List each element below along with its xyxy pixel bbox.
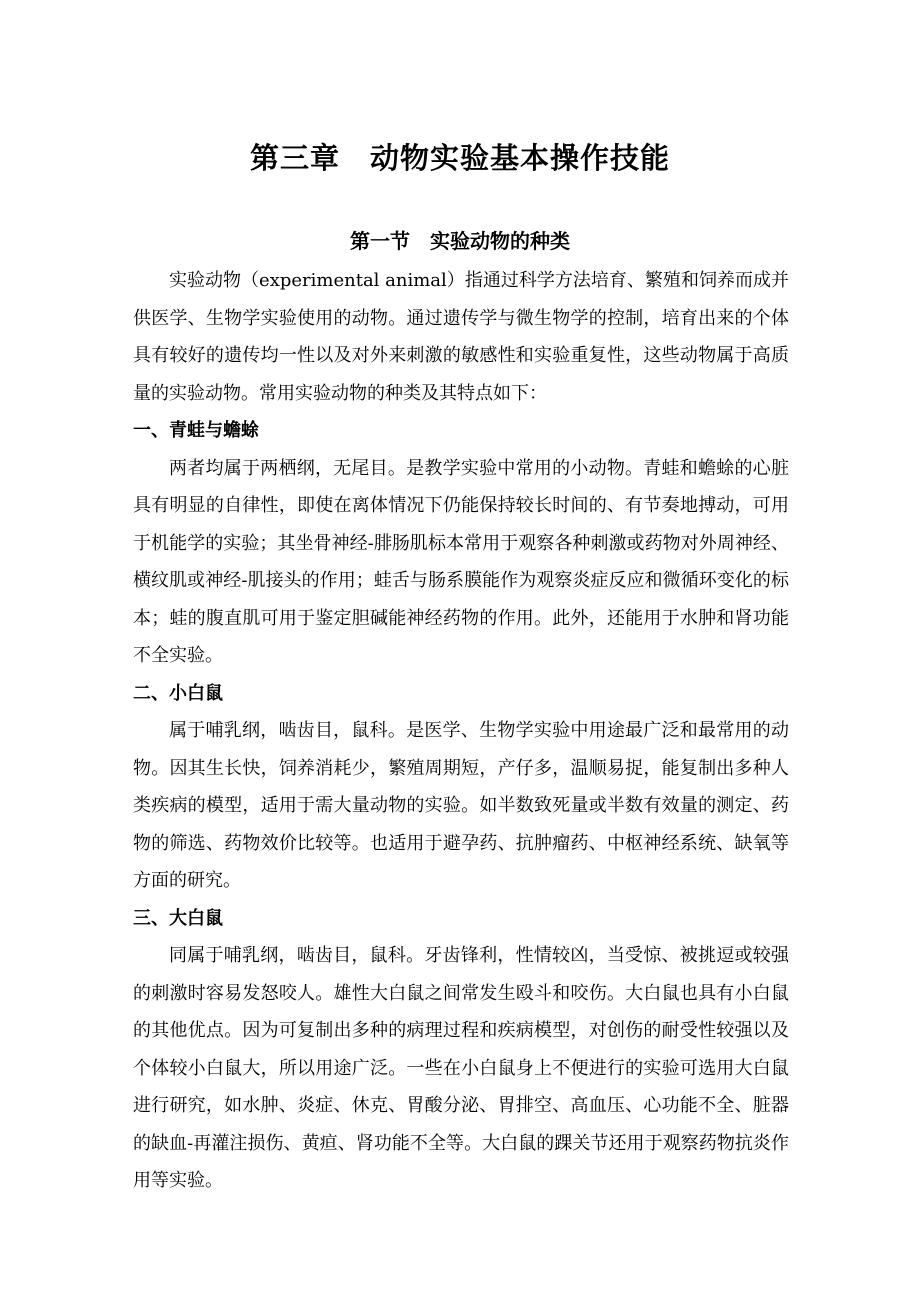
intro-paragraph: 实验动物（experimental animal）指通过科学方法培育、繁殖和饲养而成并供医学、生物学实验使用的动物。通过遗传学与微生物学的控制，培育出来的个体具有较好的遗传均一性以及对外来刺激的敏感性和实验重复性，这些动物属于高质量的实验动物。常用实验动物的种类及其特点如下： [133, 270, 789, 404]
subsection-heading-rats: 三、大白鼠 [133, 907, 223, 929]
subsection-paragraph-rats: 同属于哺乳纲，啮齿目，鼠科。牙齿锋利，性情较凶，当受惊、被挑逗或较强的刺激时容易发怒咬人。雄性大白鼠之间常发生殴斗和咬伤。大白鼠也具有小白鼠的其他优点。因为可复制出多种的病理过程和疾病模型，对创伤的耐受性较强以及个体较小白鼠大，所以用途广泛。一些在小白鼠身上不便进行的实验可选用大白鼠进行研究，如水肿、炎症、休克、胃酸分泌、胃排空、高血压、心功能不全、脏器的缺血-再灌注损伤、黄疸、肾功能不全等。大白鼠的踝关节还用于观察药物抗炎作用等实验。 [133, 945, 789, 1191]
section-title: 第一节 实验动物的种类 [350, 229, 570, 253]
subsection-paragraph-mice: 属于哺乳纲，啮齿目，鼠科。是医学、生物学实验中用途最广泛和最常用的动物。因其生长快，饲养消耗少，繁殖周期短，产仔多，温顺易捉，能复制出多种人类疾病的模型，适用于需大量动物的实验。如半数致死量或半数有效量的测定、药物的筛选、药物效价比较等。也适用于避孕药、抗肿瘤药、中枢神经系统、缺氧等方面的研究。 [133, 720, 789, 891]
chapter-title: 第三章 动物实验基本操作技能 [249, 141, 670, 175]
subsection-heading-mice: 二、小白鼠 [133, 682, 223, 704]
subsection-paragraph-frogs: 两者均属于两栖纲，无尾目。是教学实验中常用的小动物。青蛙和蟾蜍的心脏具有明显的自律性，即使在离体情况下仍能保持较长时间的、有节奏地搏动，可用于机能学的实验；其坐骨神经-腓肠肌标本常用于观察各种刺激或药物对外周神经、横纹肌或神经-肌接头的作用；蛙舌与肠系膜能作为观察炎症反应和微循环变化的标本；蛙的腹直肌可用于鉴定胆碱能神经药物的作用。此外，还能用于水肿和肾功能不全实验。 [133, 457, 789, 666]
document-body [133, 262, 789, 1200]
subsection-heading-frogs: 一、青蛙与蟾蜍 [133, 420, 259, 441]
